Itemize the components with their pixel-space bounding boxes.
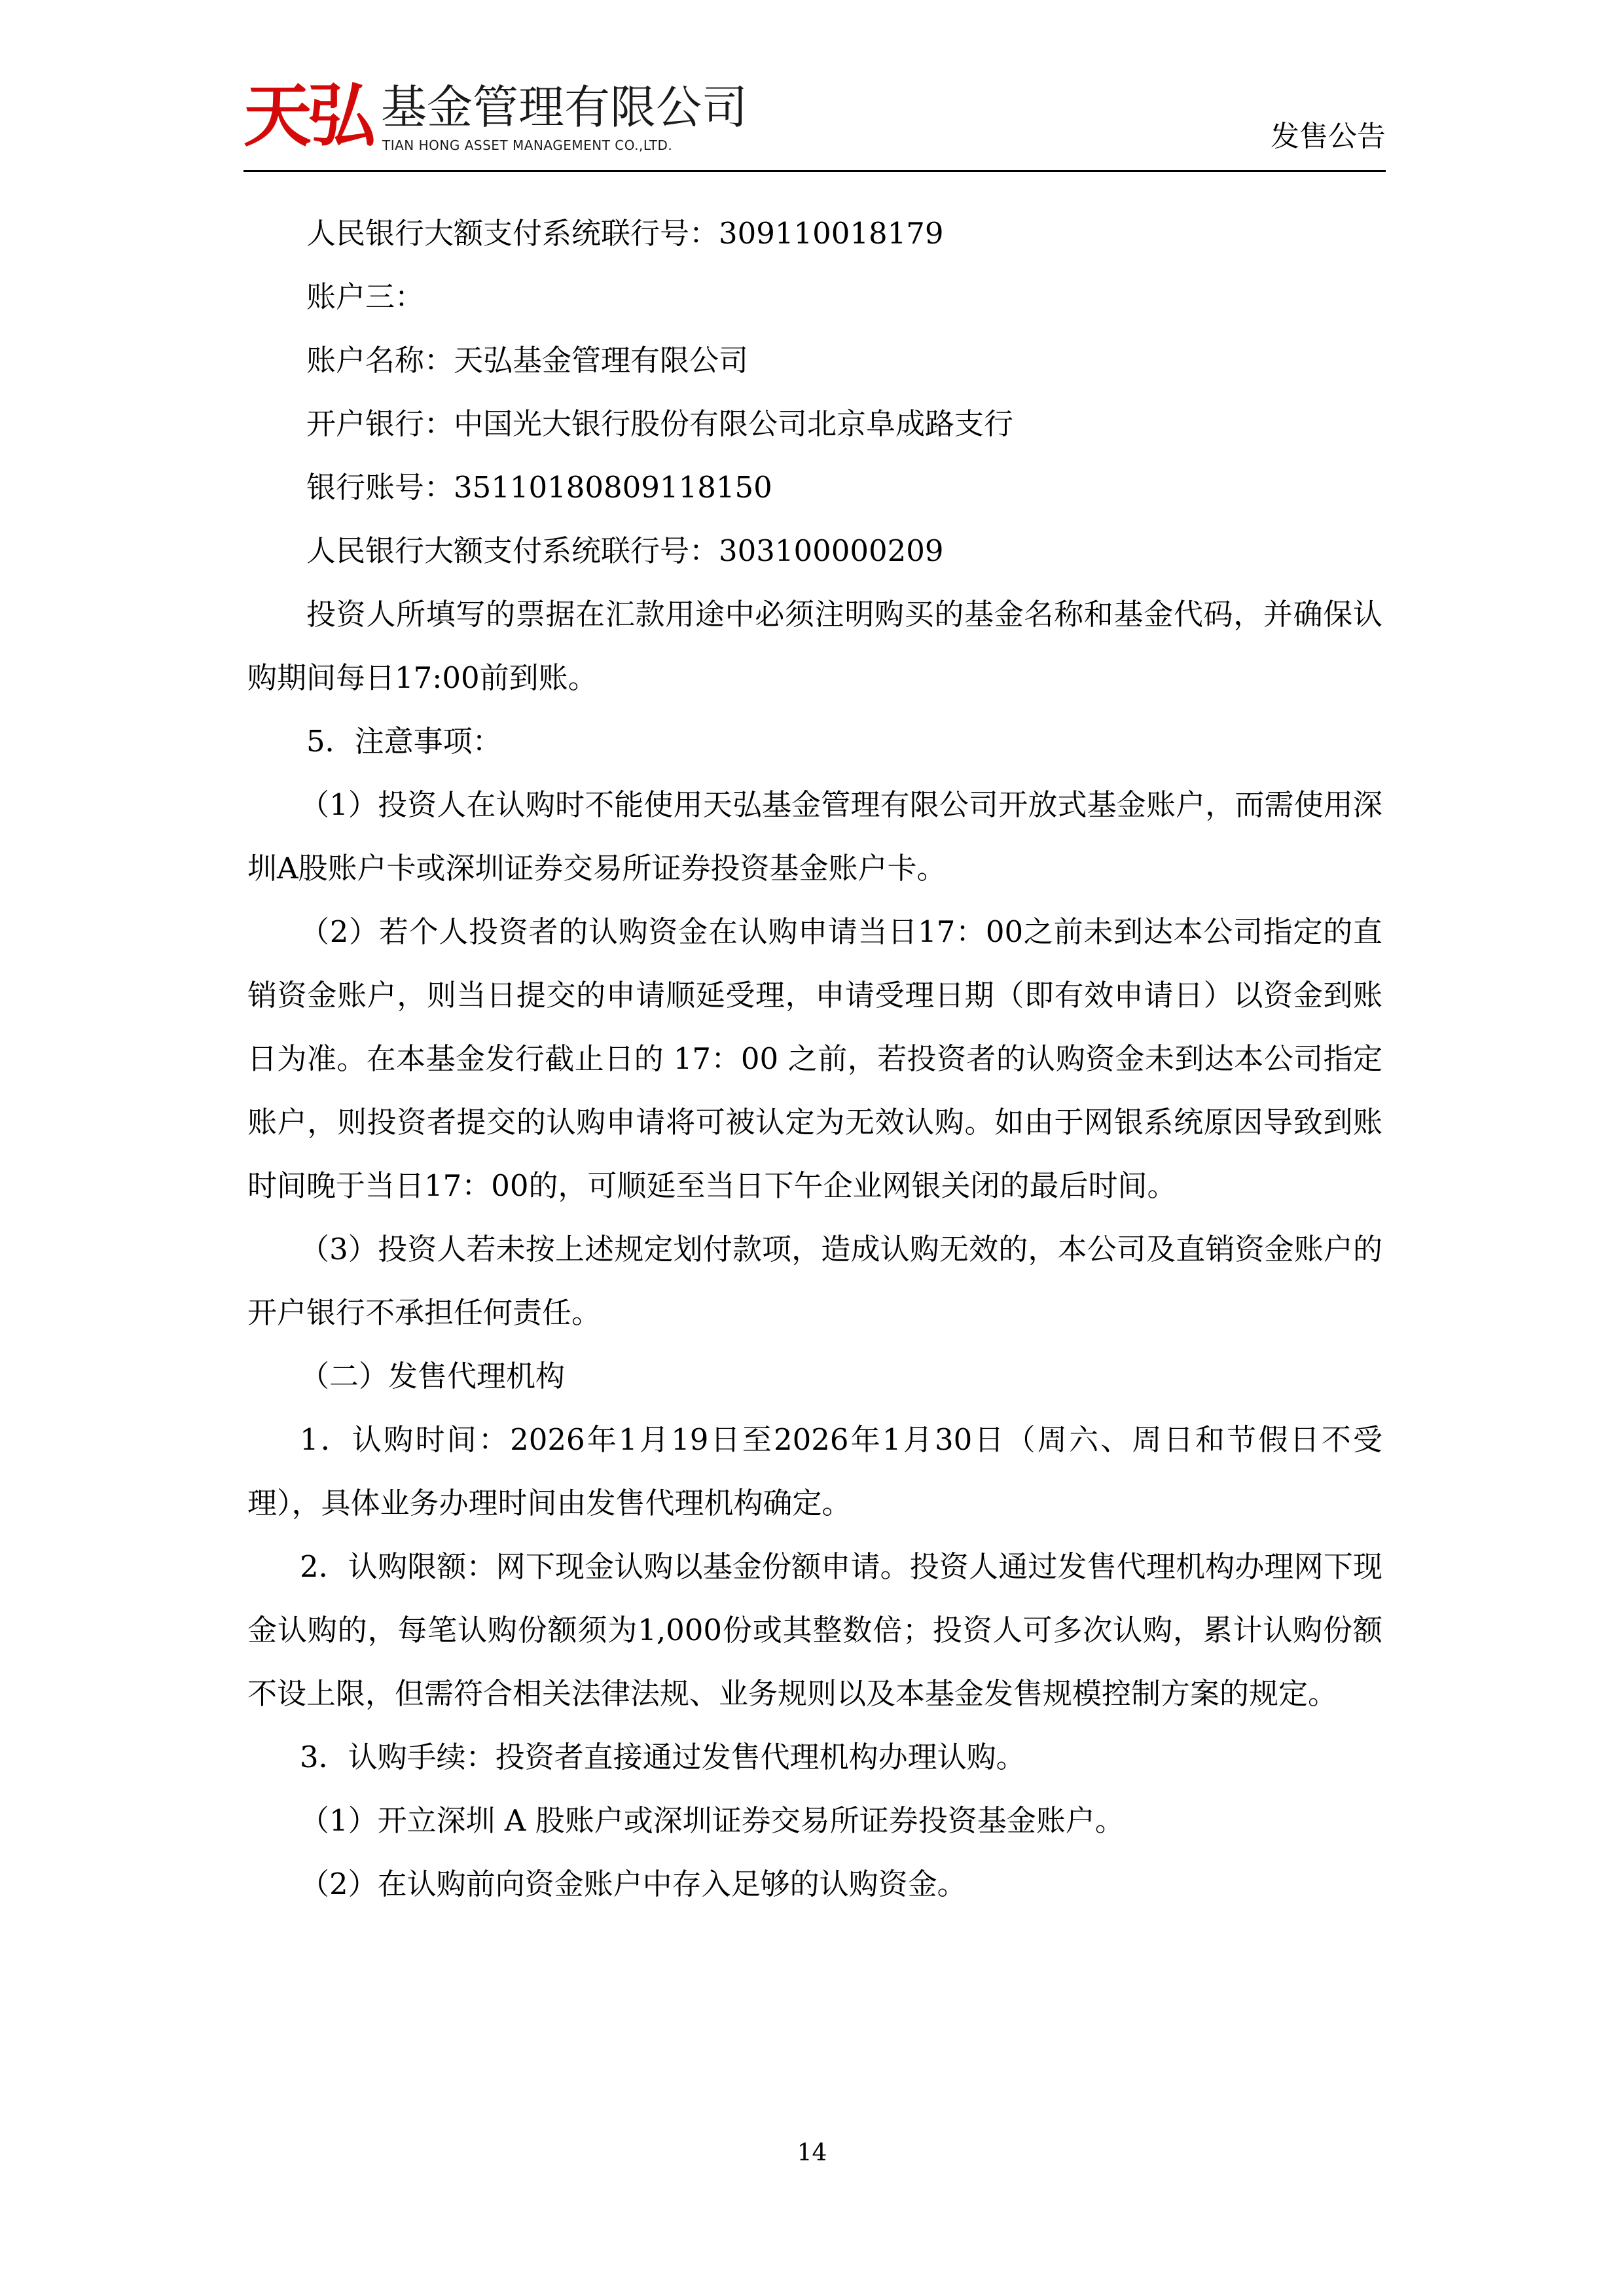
header-divider: [244, 170, 1386, 172]
body-paragraph: 3．认购手续：投资者直接通过发售代理机构办理认购。: [300, 1740, 1026, 1774]
body-paragraph: （2）在认购前向资金账户中存入足够的认购资金。: [300, 1867, 967, 1901]
body-paragraph: 5．注意事项：: [306, 724, 502, 759]
page-number: 14: [797, 2140, 827, 2166]
body-paragraph: （1）开立深圳 A 股账户或深圳证券交易所证券投资基金账户。: [300, 1803, 1125, 1838]
body-paragraph: 1．认购时间：2026年1月19日至2026年1月30日（周六、周日和节假日不受理），具体业务办理时间由发售代理机构确定。: [247, 1422, 1382, 1520]
body-paragraph: 2．认购限额：网下现金认购以基金份额申请。投资人通过发售代理机构办理网下现金认购的，每笔认购份额须为1,000份或其整数倍；投资人可多次认购，累计认购份额不设上限，但需符合相关法律法规、业务规则以及本基金发售规模控制方案的规定。: [247, 1549, 1382, 1711]
page-header: [244, 76, 1386, 171]
body-paragraph: （3）投资人若未按上述规定划付款项，造成认购无效的，本公司及直销资金账户的开户银行不承担任何责任。: [247, 1232, 1382, 1330]
document-type-label: 发售公告: [1271, 120, 1386, 153]
body-paragraph: 人民银行大额支付系统联行号：303100000209: [306, 533, 944, 568]
body-paragraph: 银行账号：35110180809118150: [306, 470, 772, 505]
company-logo-name: 基金管理有限公司: [381, 81, 748, 134]
body-paragraph: 账户名称：天弘基金管理有限公司: [306, 343, 749, 378]
body-paragraph: （2）若个人投资者的认购资金在认购申请当日17：00之前未到达本公司指定的直销资金账户，则当日提交的申请顺延受理，申请受理日期（即有效申请日）以资金到账日为准。在本基金发行截止日的 17：00 之前，若投资者的认购资金未到达本公司指定账户，则投资者提交的认购申请将可被认定为无效认购。如由于网银系统原因导致到账时间晚于当日17：00的，可顺延至当日下午企业网银关闭的最后时间。: [247, 914, 1382, 1203]
body-paragraph: （1）投资人在认购时不能使用天弘基金管理有限公司开放式基金账户，而需使用深圳A股账户卡或深圳证券交易所证券投资基金账户卡。: [247, 787, 1382, 886]
body-paragraph: 开户银行：中国光大银行股份有限公司北京阜成路支行: [306, 406, 1014, 441]
body-paragraph: （二）发售代理机构: [300, 1359, 566, 1393]
company-logo-mark: 天弘: [244, 76, 372, 156]
company-logo-english: TIAN HONG ASSET MANAGEMENT CO.,LTD.: [382, 137, 673, 153]
body-paragraph: 账户三：: [306, 279, 425, 314]
document-body: [247, 202, 1382, 1916]
body-paragraph: 投资人所填写的票据在汇款用途中必须注明购买的基金名称和基金代码，并确保认购期间每日17:00前到账。: [247, 597, 1382, 695]
body-paragraph: 人民银行大额支付系统联行号：309110018179: [306, 216, 944, 251]
